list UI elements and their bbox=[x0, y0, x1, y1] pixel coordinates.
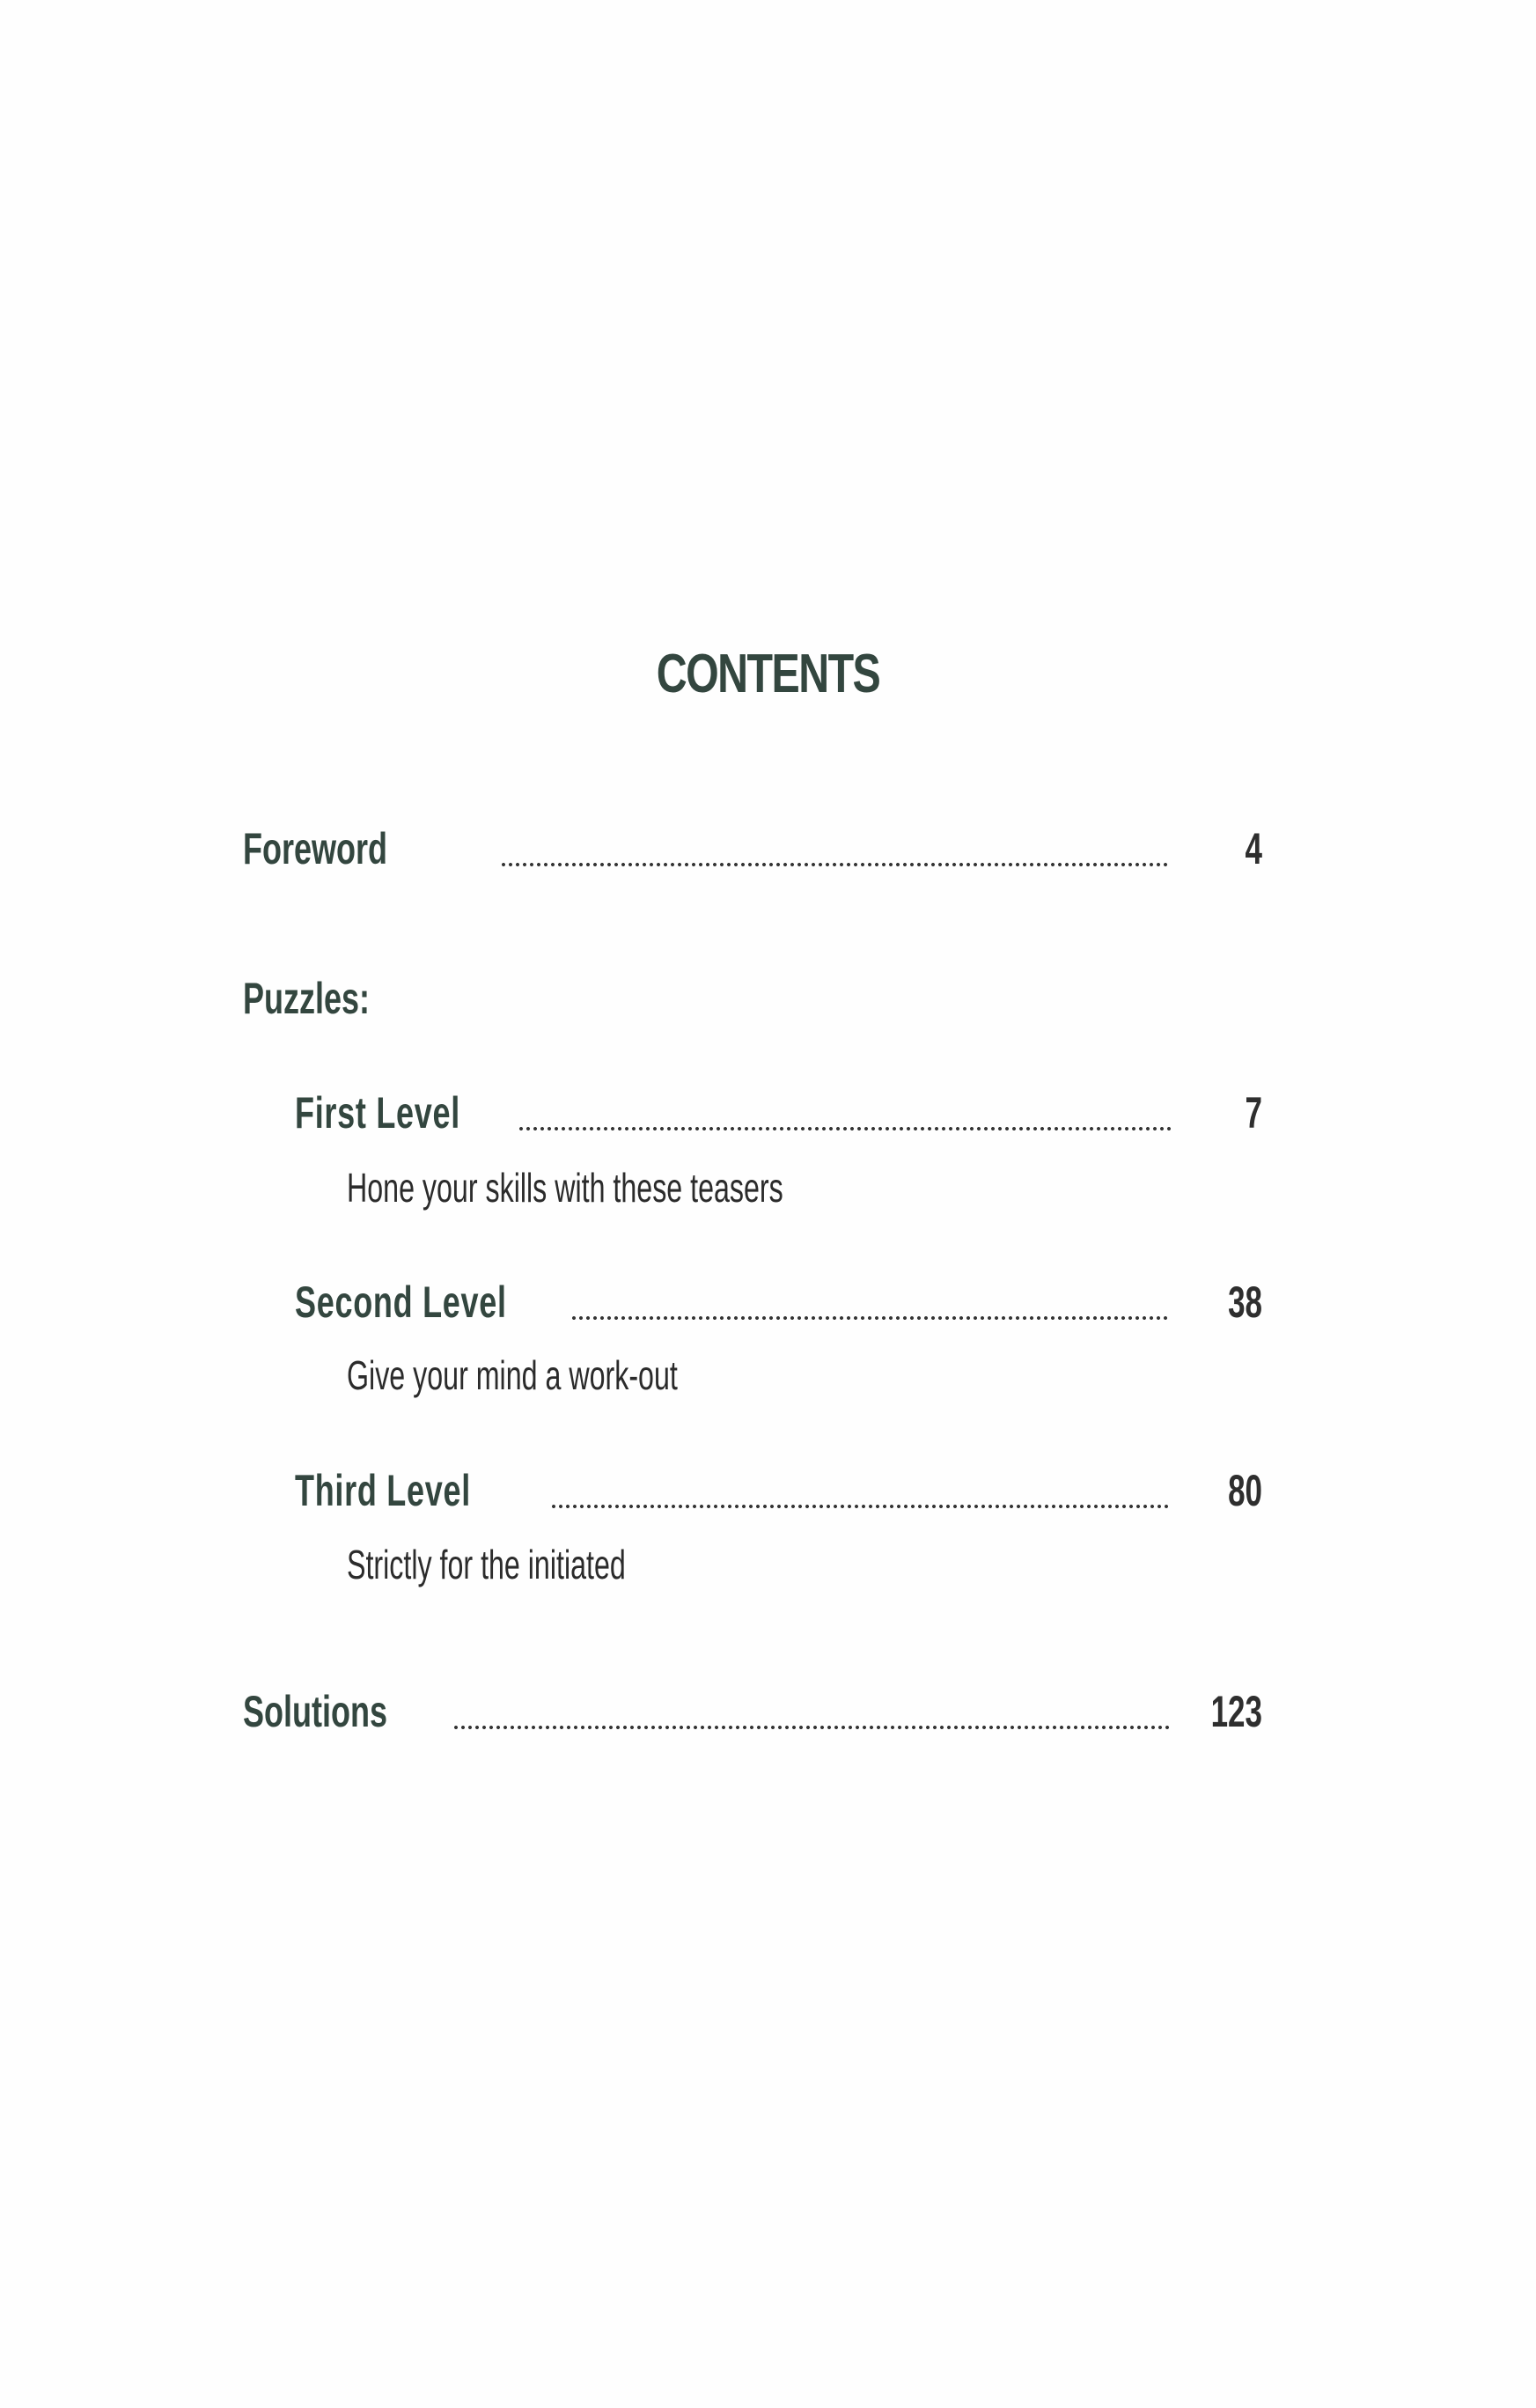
dot-leader bbox=[570, 1315, 1171, 1321]
dot-leader bbox=[518, 1126, 1171, 1131]
toc-entry-label: Third Level bbox=[295, 1466, 471, 1515]
toc-entry-solutions[interactable] bbox=[0, 1686, 1536, 1748]
toc-entry-subtitle: Strictly for the initiated bbox=[347, 1542, 626, 1587]
toc-entry-subtitle: Give your mind a work-out bbox=[347, 1352, 678, 1398]
toc-page-number: 7 bbox=[1245, 1088, 1262, 1138]
section-heading-puzzles: Puzzles: bbox=[243, 974, 371, 1023]
dot-leader bbox=[500, 862, 1171, 867]
toc-entry-subtitle: Hone your skills with these teasers bbox=[347, 1165, 783, 1211]
toc-entry-foreword[interactable] bbox=[0, 823, 1536, 885]
page-title: CONTENTS bbox=[656, 644, 880, 704]
toc-entry-label: Second Level bbox=[295, 1278, 507, 1327]
toc-entry-third-level[interactable] bbox=[0, 1465, 1536, 1527]
toc-page-number: 123 bbox=[1210, 1687, 1262, 1736]
toc-entry-label: Solutions bbox=[243, 1687, 387, 1736]
toc-entry-label: First Level bbox=[295, 1088, 460, 1138]
toc-page-number: 4 bbox=[1245, 824, 1262, 873]
toc-page-number: 80 bbox=[1228, 1466, 1262, 1515]
toc-entry-label: Foreword bbox=[243, 824, 388, 873]
toc-entry-first-level[interactable] bbox=[0, 1087, 1536, 1149]
toc-page-number: 38 bbox=[1228, 1278, 1262, 1327]
dot-leader bbox=[452, 1725, 1171, 1730]
toc-entry-second-level[interactable] bbox=[0, 1277, 1536, 1338]
dot-leader bbox=[550, 1504, 1171, 1509]
